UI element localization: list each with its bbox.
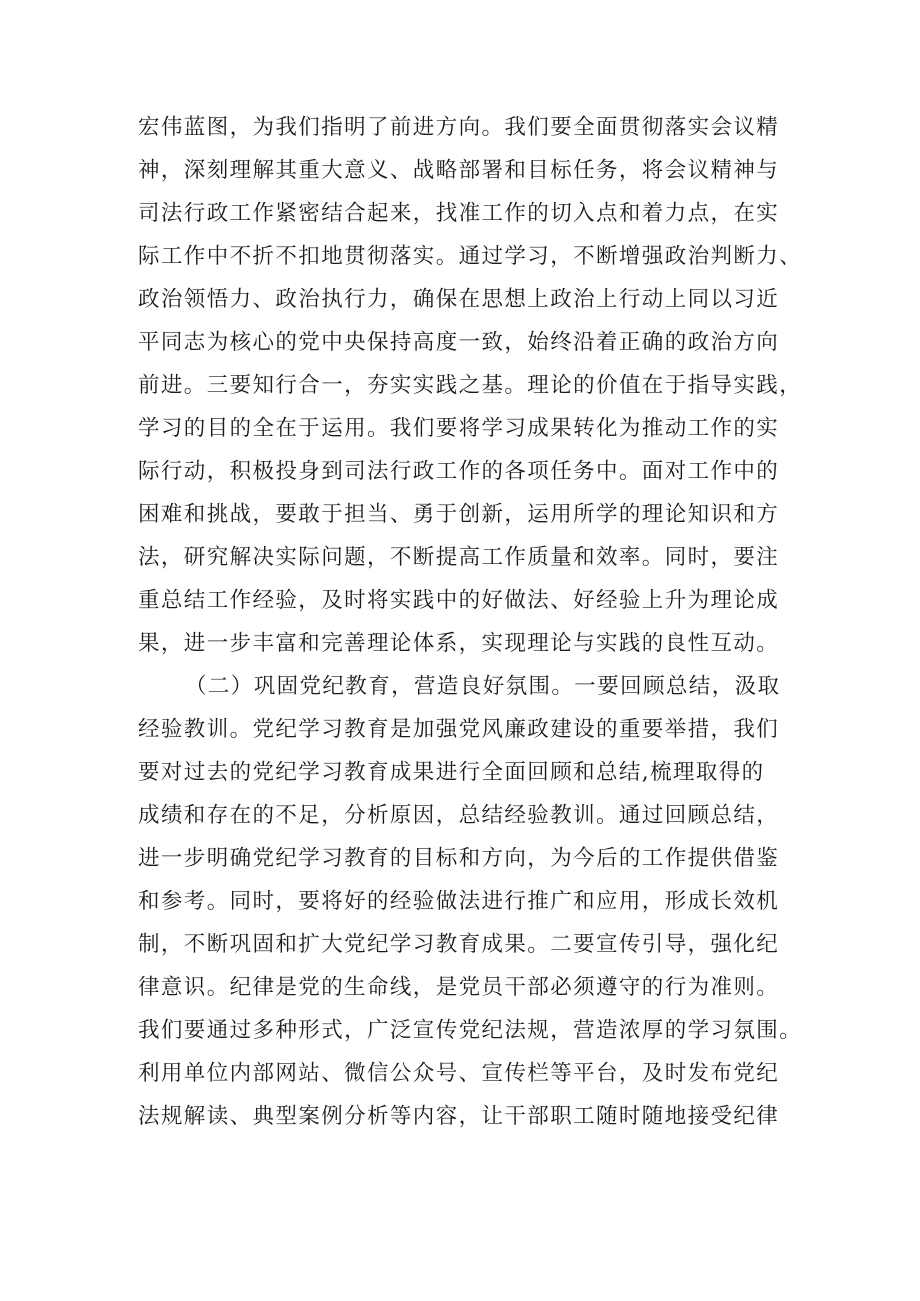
text-line: 我们要通过多种形式，广泛宣传党纪法规，营造浓厚的学习氛围。 — [138, 1018, 803, 1043]
text-line: 平同志为核心的党中央保持高度一致，始终沿着正确的政治方向 — [138, 330, 780, 355]
text-line: 宏伟蓝图，为我们指明了前进方向。我们要全面贯彻落实会议精 — [138, 115, 780, 140]
text-line: 进一步明确党纪学习教育的目标和方向，为今后的工作提供借鉴 — [138, 846, 780, 871]
text-line: 际工作中不折不扣地贯彻落实。通过学习，不断增强政治判断力、 — [138, 244, 803, 269]
text-line: 要对过去的党纪学习教育成果进行全面回顾和总结,梳理取得的 — [138, 760, 765, 785]
text-line: 困难和挑战，要敢于担当、勇于创新，运用所学的理论知识和方 — [138, 502, 780, 527]
text-line: 法规解读、典型案例分析等内容，让干部职工随时随地接受纪律 — [138, 1104, 780, 1129]
text-line: 前进。三要知行合一，夯实实践之基。理论的价值在于指导实践， — [138, 373, 803, 398]
text-line: 律意识。纪律是党的生命线，是党员干部必须遵守的行为准则。 — [138, 975, 780, 1000]
text-line: 学习的目的全在于运用。我们要将学习成果转化为推动工作的实 — [138, 416, 780, 441]
text-line: 成绩和存在的不足，分析原因，总结经验教训。通过回顾总结， — [138, 803, 780, 828]
text-line: 利用单位内部网站、微信公众号、宣传栏等平台，及时发布党纪 — [138, 1061, 780, 1086]
text-line: 经验教训。党纪学习教育是加强党风廉政建设的重要举措，我们 — [138, 717, 780, 742]
text-line: 重总结工作经验，及时将实践中的好做法、好经验上升为理论成 — [138, 588, 780, 613]
text-line: 政治领悟力、政治执行力，确保在思想上政治上行动上同以习近 — [138, 287, 780, 312]
text-line: 和参考。同时，要将好的经验做法进行推广和应用，形成长效机 — [138, 889, 780, 914]
text-line: 法，研究解决实际问题，不断提高工作质量和效率。同时，要注 — [138, 545, 780, 570]
text-line: 制，不断巩固和扩大党纪学习教育成果。二要宣传引导，强化纪 — [138, 932, 780, 957]
text-line: 司法行政工作紧密结合起来，找准工作的切入点和着力点，在实 — [138, 201, 780, 226]
text-line: 果，进一步丰富和完善理论体系，实现理论与实践的良性互动。 — [138, 631, 780, 656]
section-heading-line: （二）巩固党纪教育，营造良好氛围。一要回顾总结，汲取 — [185, 674, 781, 699]
text-line: 际行动，积极投身到司法行政工作的各项任务中。面对工作中的 — [138, 459, 780, 484]
text-line: 神，深刻理解其重大意义、战略部署和目标任务，将会议精神与 — [138, 158, 780, 183]
